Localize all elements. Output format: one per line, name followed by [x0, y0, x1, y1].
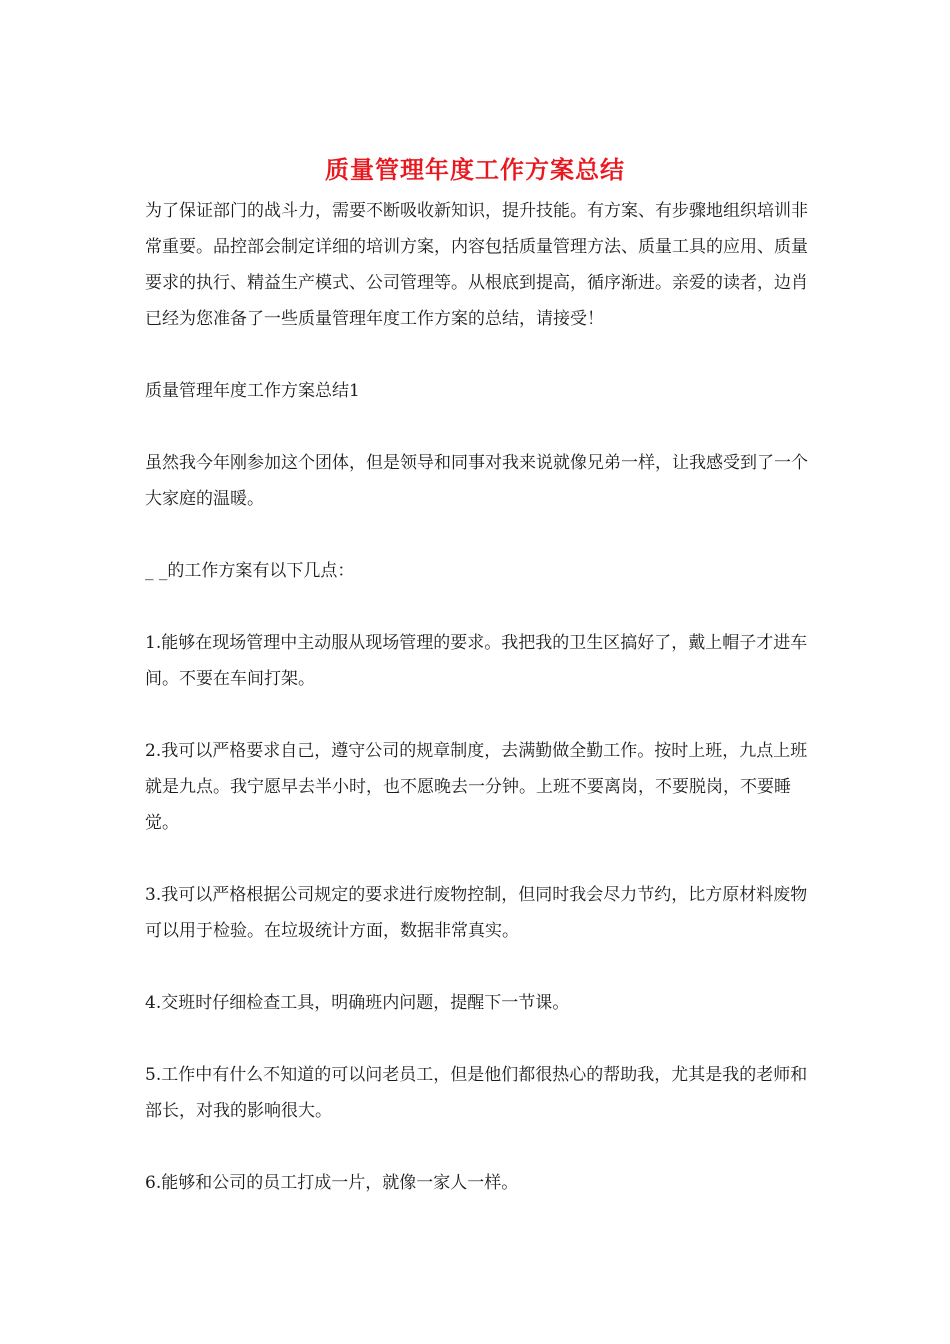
list-item: 4.交班时仔细检查工具，明确班内问题，提醒下一节课。 — [145, 993, 570, 1013]
paragraph: 虽然我今年刚参加这个团体，但是领导和同事对我来说就像兄弟一样，让我感受到了一个大家庭的温暖。 — [145, 453, 808, 509]
paragraph-intro: 为了保证部门的战斗力，需要不断吸收新知识，提升技能。有方案、有步骤地组织培训非常重要。品控部会制定详细的培训方案，内容包括质量管理方法、质量工具的应用、质量要求的执行、精益生产模式、公司管理等。从根底到提高，循序渐进。亲爱的读者，边肖已经为您准备了一些质量管理年度工作方案的总结，请接受！ — [145, 201, 808, 329]
paragraph-section-heading: 质量管理年度工作方案总结1 — [145, 381, 360, 401]
list-item: 6.能够和公司的员工打成一片，就像一家人一样。 — [145, 1173, 519, 1193]
document-body — [145, 193, 810, 1237]
document-title: 质量管理年度工作方案总结 — [325, 155, 625, 184]
paragraph: _ _的工作方案有以下几点： — [145, 561, 355, 581]
list-item: 1.能够在现场管理中主动服从现场管理的要求。我把我的卫生区搞好了，戴上帽子才进车间。不要在车间打架。 — [145, 633, 808, 689]
list-item: 5.工作中有什么不知道的可以问老员工，但是他们都很热心的帮助我，尤其是我的老师和部长，对我的影响很大。 — [145, 1065, 808, 1121]
list-item: 3.我可以严格根据公司规定的要求进行废物控制，但同时我会尽力节约，比方原材料废物可以用于检验。在垃圾统计方面，数据非常真实。 — [145, 885, 808, 941]
list-item: 2.我可以严格要求自己，遵守公司的规章制度，去满勤做全勤工作。按时上班，九点上班就是九点。我宁愿早去半小时，也不愿晚去一分钟。上班不要离岗，不要脱岗，不要睡觉。 — [145, 741, 808, 833]
